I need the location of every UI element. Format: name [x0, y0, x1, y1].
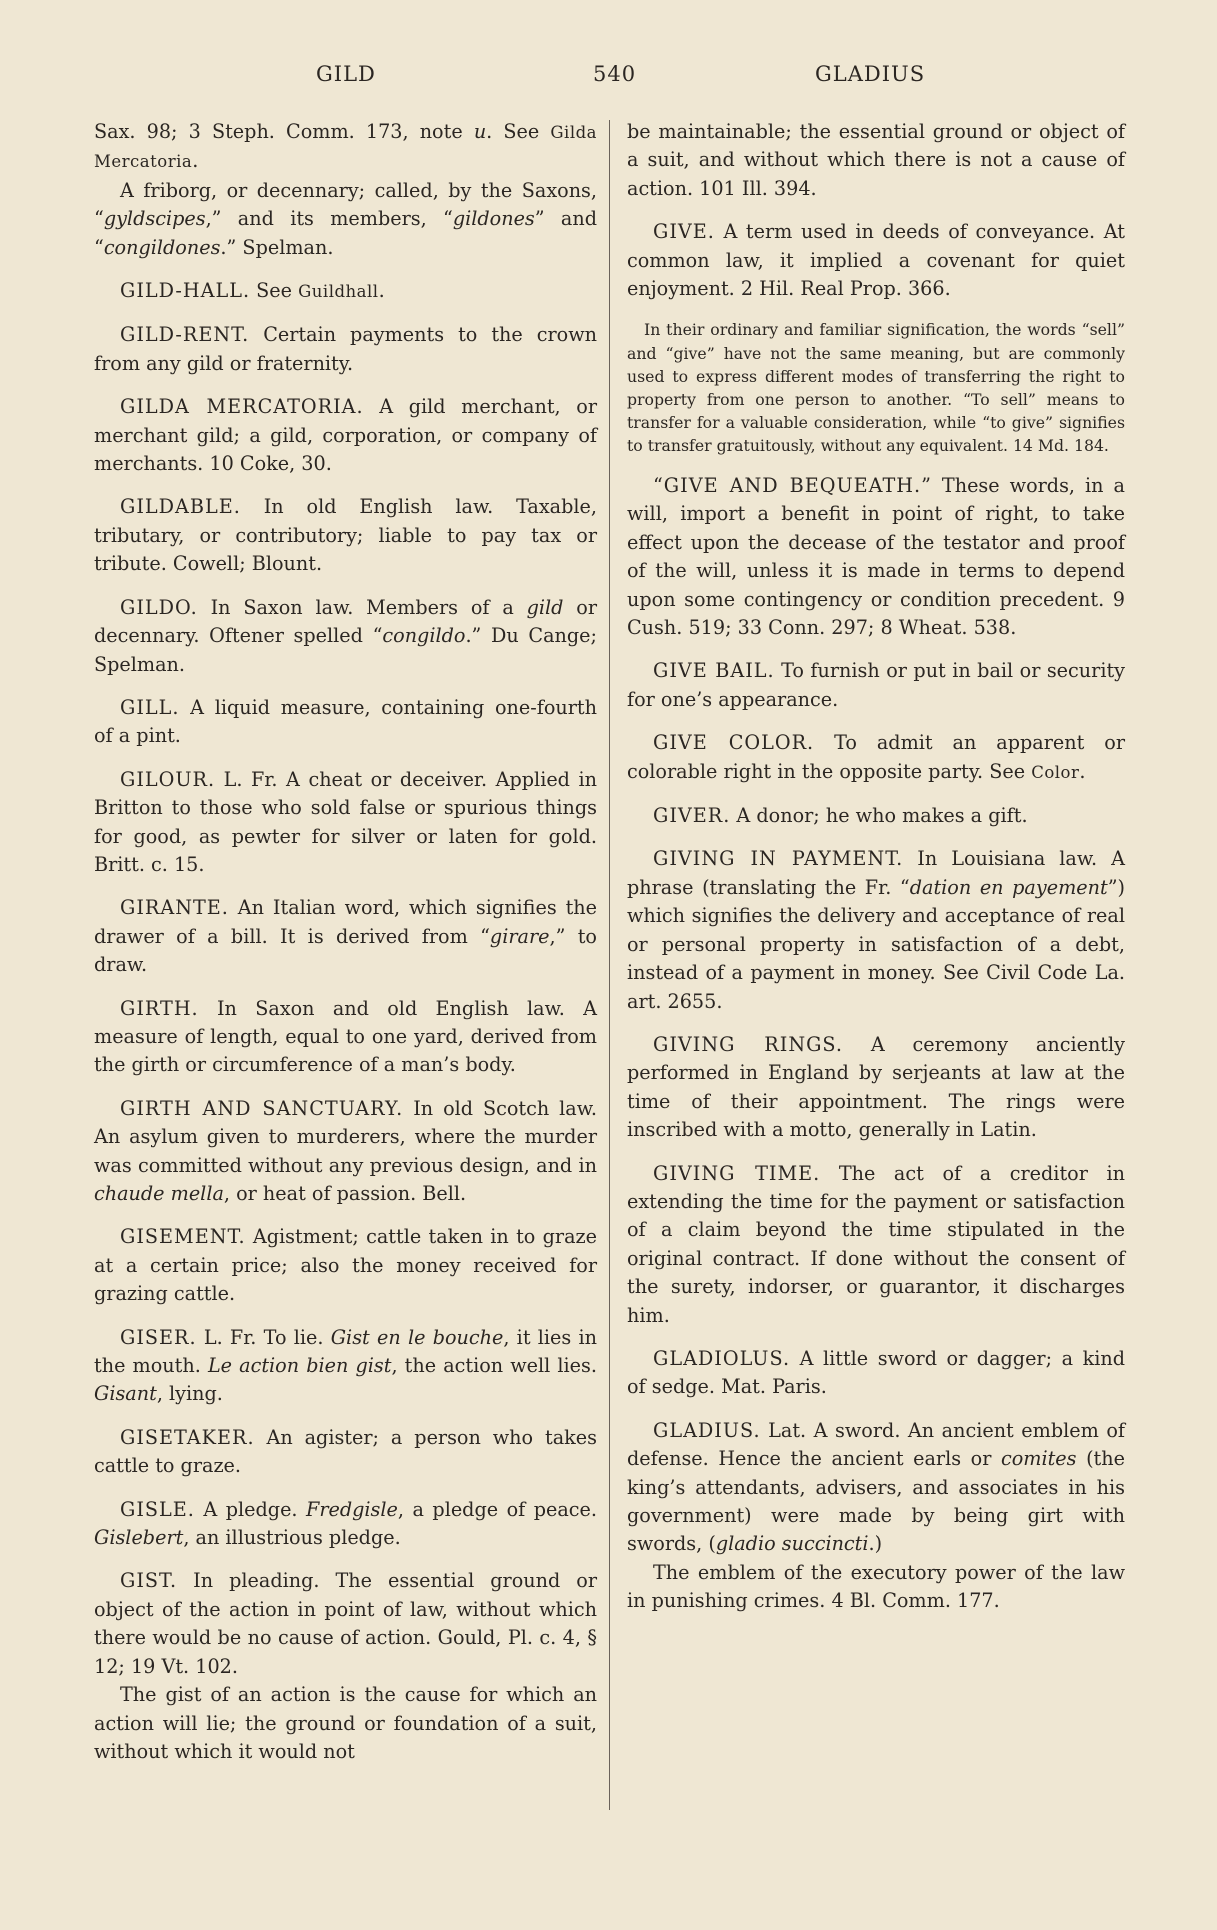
- right-column: [627, 118, 1125, 1616]
- entry-gildo: GILDO. In Saxon law. Members of a gild or decennary. Oftener spelled “congildo.” Du Cange; Spelman.: [94, 595, 597, 676]
- entry-gild-hall: GILD-HALL. See Guildhall.: [120, 279, 385, 303]
- entry-give-and-bequeath: “GIVE AND BEQUEATH.” These words, in a will, import a benefit in point of right, to take effect upon the decease of the testator and proof of the will, unless it is made in terms to depend upon some contingency or condition precedent. 9 Cush. 519; 33 Conn. 297; 8 Wheat. 538.: [627, 474, 1125, 640]
- entry-giver: GIVER. A donor; he who makes a gift.: [653, 804, 1028, 828]
- headword: GIRANTE.: [120, 896, 229, 920]
- header-right-guide-word: GLADIUS: [815, 62, 926, 86]
- left-column: [94, 118, 597, 1766]
- entry-gisement: GISEMENT. Agistment; cattle taken in to graze at a certain price; also the money received for grazing cattle.: [94, 1225, 597, 1306]
- entry-giser: GISER. L. Fr. To lie. Gist en le bouche, it lies in the mouth. Le action bien gist, the action well lies. Gisant, lying.: [94, 1325, 597, 1406]
- headword: GIVING IN PAYMENT.: [653, 847, 904, 871]
- headword: GIVE BAIL.: [653, 659, 775, 683]
- entry-give-note: In their ordinary and familiar signification, the words “sell” and “give” have not the same meaning, but are commonly used to express different modes of transferring the right to property from one person to another. “To sell” means to transfer for a valuable consideration, while “to give” signifies to transfer gratuitously, without any equivalent. 14 Md. 184.: [627, 320, 1125, 455]
- headword: GISEMENT.: [120, 1225, 246, 1249]
- headword: GIST.: [120, 1569, 178, 1593]
- entry-gisetaker: GISETAKER. An agister; a person who takes cattle to graze.: [94, 1425, 597, 1478]
- entry-gilda-mercatoria: GILDA MERCATORIA. A gild merchant, or merchant gild; a gild, corporation, or company of merchants. 10 Coke, 30.: [94, 395, 597, 476]
- entry-gisle: GISLE. A pledge. Fredgisle, a pledge of peace. Gislebert, an illustrious pledge.: [94, 1497, 598, 1550]
- headword: GIRTH.: [120, 996, 199, 1020]
- entry-gladius-paragraph: The emblem of the executory power of the law in punishing crimes. 4 Bl. Comm. 177.: [627, 1560, 1125, 1613]
- entry-gildable: GILDABLE. In old English law. Taxable, tributary, or contributory; liable to pay tax or tribute. Cowell; Blount.: [94, 495, 597, 576]
- entry-gild-paragraph: A friborg, or decennary; called, by the Saxons, “gyldscipes,” and its members, “gildones” and “congildones.” Spelman.: [94, 178, 597, 259]
- headword: GILOUR.: [120, 767, 216, 791]
- headword: GIVING TIME.: [653, 1161, 821, 1185]
- entry-gild-rent: GILD-RENT. Certain payments to the crown from any gild or fraternity.: [94, 323, 597, 375]
- entry-gist-paragraph: The gist of an action is the cause for which an action will lie; the ground or foundation of a suit, without which it would not: [94, 1683, 597, 1763]
- entry-girante: GIRANTE. An Italian word, which signifies the drawer of a bill. It is derived from “girare,” to draw.: [94, 896, 597, 977]
- headword: GLADIUS.: [653, 1418, 761, 1442]
- headword: GILDABLE.: [120, 495, 241, 519]
- page-number: 540: [593, 62, 637, 86]
- entry-girth-and-sanctuary: GIRTH AND SANCTUARY. In old Scotch law. An asylum given to murderers, where the murder was committed without any previous design, and in chaude mella, or heat of passion. Bell.: [94, 1096, 597, 1205]
- headword: GISETAKER.: [120, 1425, 255, 1449]
- entry-give-bail: GIVE BAIL. To furnish or put in bail or security for one’s appearance.: [627, 659, 1126, 711]
- header-left-guide-word: GILD: [316, 62, 376, 86]
- entry-gist-continued: be maintainable; the essential ground or object of a suit, and without which there is not a cause of action. 101 Ill. 394.: [627, 120, 1125, 200]
- column-divider: [609, 120, 610, 1810]
- entry-giving-time: GIVING TIME. The act of a creditor in extending the time for the payment or satisfaction of a claim beyond the time stipulated in the original contract. If done without the consent of the surety, indorser, or guarantor, it discharges him.: [627, 1161, 1125, 1327]
- entry-give: GIVE. A term used in deeds of conveyance. At common law, it implied a covenant for quiet enjoyment. 2 Hil. Real Prop. 366.: [627, 220, 1125, 301]
- headword: GILDA MERCATORIA.: [120, 395, 364, 419]
- entry-giving-in-payment: GIVING IN PAYMENT. In Louisiana law. A phrase (translating the Fr. “dation en payement”) which signifies the delivery and acceptance of real or personal property in satisfaction of a debt, instead of a payment in money. See Civil Code La. art. 2655.: [627, 847, 1125, 1013]
- entry-gladiolus: GLADIOLUS. A little sword or dagger; a kind of sedge. Mat. Paris.: [627, 1346, 1125, 1399]
- headword: GIVER.: [653, 804, 731, 828]
- headword: GILD-HALL.: [120, 279, 251, 303]
- headword: GIVING RINGS.: [653, 1032, 843, 1056]
- headword: GIVE COLOR.: [653, 731, 815, 755]
- headword: GILL.: [120, 695, 180, 719]
- headword: “GIVE AND BEQUEATH.”: [653, 474, 932, 497]
- headword: GLADIOLUS.: [653, 1346, 791, 1370]
- headword: GISLE.: [120, 1497, 195, 1521]
- headword: GIRTH AND SANCTUARY.: [120, 1096, 404, 1120]
- entry-gist: GIST. In pleading. The essential ground or object of the action in point of law, without which there would be no cause of action. Gould, Pl. c. 4, § 12; 19 Vt. 102.: [94, 1569, 597, 1678]
- headword: GILD-RENT.: [120, 323, 250, 347]
- headword: GILDO.: [120, 595, 198, 619]
- headword: GIVE.: [653, 220, 715, 244]
- entry-gladius: GLADIUS. Lat. A sword. An ancient emblem of defense. Hence the ancient earls or comites (the king’s attendants, advisers, and associates in his government) were made by being girt with swords, (gladio succincti.): [627, 1418, 1125, 1556]
- headword: GISER.: [120, 1325, 197, 1349]
- entry-give-color: GIVE COLOR. To admit an apparent or colorable right in the opposite party. See Color.: [627, 731, 1125, 783]
- entry-giving-rings: GIVING RINGS. A ceremony anciently performed in England by serjeants at law at the time of their appointment. The rings were inscribed with a motto, generally in Latin.: [627, 1032, 1125, 1142]
- entry-gild-continued: Sax. 98; 3 Steph. Comm. 173, note u. See Gilda Mercatoria.: [94, 120, 598, 173]
- running-header: [0, 62, 1217, 96]
- entry-girth: GIRTH. In Saxon and old English law. A measure of length, equal to one yard, derived from the girth or circumference of a man’s body.: [94, 996, 597, 1077]
- entry-gilour: GILOUR. L. Fr. A cheat or deceiver. Applied in Britton to those who sold false or spurious things for good, as pewter for silver or laten for gold. Britt. c. 15.: [94, 767, 597, 876]
- entry-gill: GILL. A liquid measure, containing one-fourth of a pint.: [94, 695, 597, 748]
